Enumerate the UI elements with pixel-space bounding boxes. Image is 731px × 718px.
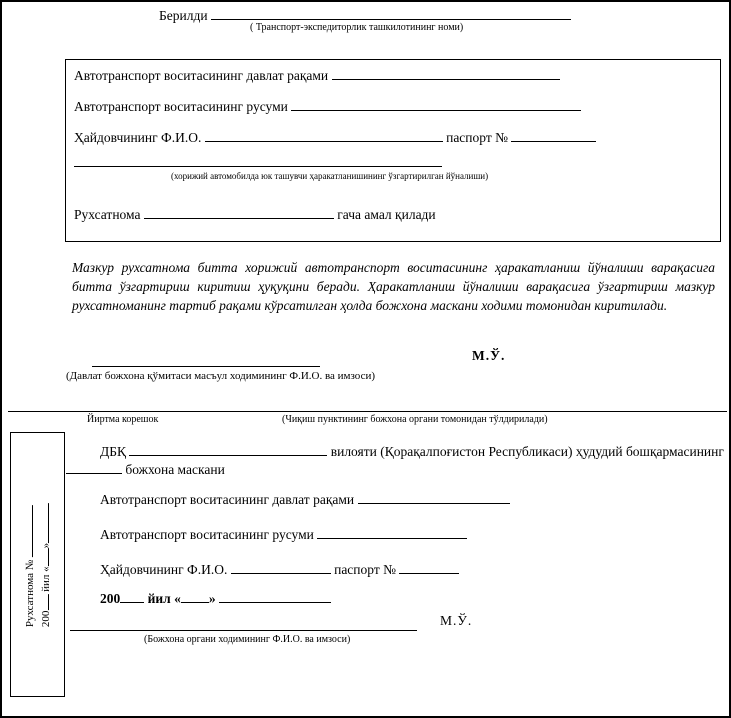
permit-label: Рухсатнома [74, 207, 141, 222]
lower-year-label: йил « [147, 591, 181, 606]
vehicle-state-number-label: Автотранспорт воситасининг давлат рақами [74, 68, 329, 83]
passport-label: паспорт № [446, 130, 509, 145]
driver-name-blank [205, 129, 443, 142]
dbq-row [100, 443, 724, 460]
side-stub-month-blank [38, 502, 49, 542]
side-stub-year-blank [38, 594, 49, 610]
tear-off-fill-instruction: (Чиқиш пунктининг божхона органи томонидан тўлдирилади) [282, 414, 548, 425]
lower-signature-line [70, 630, 417, 631]
valid-until-label: гача амал қилади [337, 207, 436, 222]
lower-passport-number-blank [399, 561, 459, 574]
upper-signature-line [92, 366, 320, 367]
lower-signature-caption: (Божхона органи ходимининг Ф.И.О. ва имзоси) [144, 634, 351, 645]
note-paragraph: Мазкур рухсатнома битта хорижий автотранспорт воситасининг ҳаракатланиш йўналиши варақасига битта ўзгартириш киритиш ҳуқуқини беради. Ҳаракатланиш йўналиши варақасига ўзгартириш мазкур рухсатноманинг тартиб рақами кўрсатилган ҳолда божхона маскани ходими томонидан киритилади. [72, 260, 715, 313]
dbq-region-blank [129, 443, 327, 456]
lower-year-prefix: 200 [100, 591, 121, 606]
route-blank [74, 154, 442, 167]
lower-state-number-label: Автотранспорт воситасининг давлат рақами [100, 492, 355, 507]
dbq-label: ДБҚ [100, 444, 126, 459]
lower-passport-label: паспорт № [334, 562, 397, 577]
lower-driver-row [100, 561, 459, 578]
route-row [74, 154, 442, 172]
lower-month-blank [219, 590, 331, 603]
customs-post-blank [66, 461, 122, 474]
vehicle-model-blank [291, 98, 581, 111]
tear-off-divider [8, 411, 727, 412]
side-stub-permit-no-blank [22, 504, 33, 556]
side-stub-quote-close: » [39, 542, 52, 548]
customs-post-row [66, 461, 225, 478]
vehicle-model-label: Автотранспорт воситасининг русуми [74, 99, 288, 114]
lower-driver-name-blank [231, 561, 331, 574]
driver-label: Ҳайдовчининг Ф.И.О. [74, 130, 202, 145]
side-stub-rotated-text [22, 502, 54, 626]
side-stub-day-blank [38, 548, 49, 566]
lower-year-blank [120, 590, 144, 603]
passport-number-blank [511, 129, 596, 142]
customs-post-label: божхона маскани [125, 462, 225, 477]
permit-box [65, 59, 721, 242]
lower-model-label: Автотранспорт воситасининг русуми [100, 527, 314, 542]
vehicle-model-row [74, 98, 581, 115]
permit-validity-row [74, 206, 436, 223]
side-stub-permit-no-label: Рухсатнома № [23, 559, 36, 627]
side-stub-year-prefix: 200 [39, 610, 52, 627]
vehicle-state-number-row [74, 67, 560, 84]
issued-label: Берилди [159, 8, 208, 23]
lower-quote-close: » [208, 591, 216, 606]
stamp-upper: М.Ў. [472, 348, 506, 363]
tear-off-stub-label: Йиртма корешок [87, 414, 159, 425]
side-stub-box [10, 432, 65, 697]
driver-row [74, 129, 596, 146]
lower-model-blank [317, 526, 467, 539]
side-stub-year-label: йил « [39, 565, 52, 592]
route-caption: (хорижий автомобилда юк ташувчи ҳаракатланишининг ўзгартирилган йўналиши) [171, 171, 489, 181]
upper-signature-caption: (Давлат божхона қўмитаси масъул ходимининг Ф.И.О. ва имзоси) [66, 370, 376, 382]
lower-day-blank [181, 590, 209, 603]
side-stub-date-line [38, 502, 54, 626]
lower-state-number-blank [358, 491, 510, 504]
lower-date-row [100, 590, 331, 607]
issued-blank [211, 7, 571, 20]
valid-until-blank [144, 206, 334, 219]
issued-caption: ( Транспорт-экспедиторлик ташкилотининг номи) [250, 22, 464, 33]
lower-model-row [100, 526, 467, 543]
dbq-region-suffix: вилояти (Қорақалпоғистон Республикаси) ҳудудий бошқармасининг [330, 444, 724, 459]
side-stub-permit-line [22, 502, 38, 626]
vehicle-state-number-blank [332, 67, 560, 80]
lower-driver-label: Ҳайдовчининг Ф.И.О. [100, 562, 228, 577]
stamp-lower: М.Ў. [440, 613, 473, 628]
lower-state-number-row [100, 491, 510, 508]
